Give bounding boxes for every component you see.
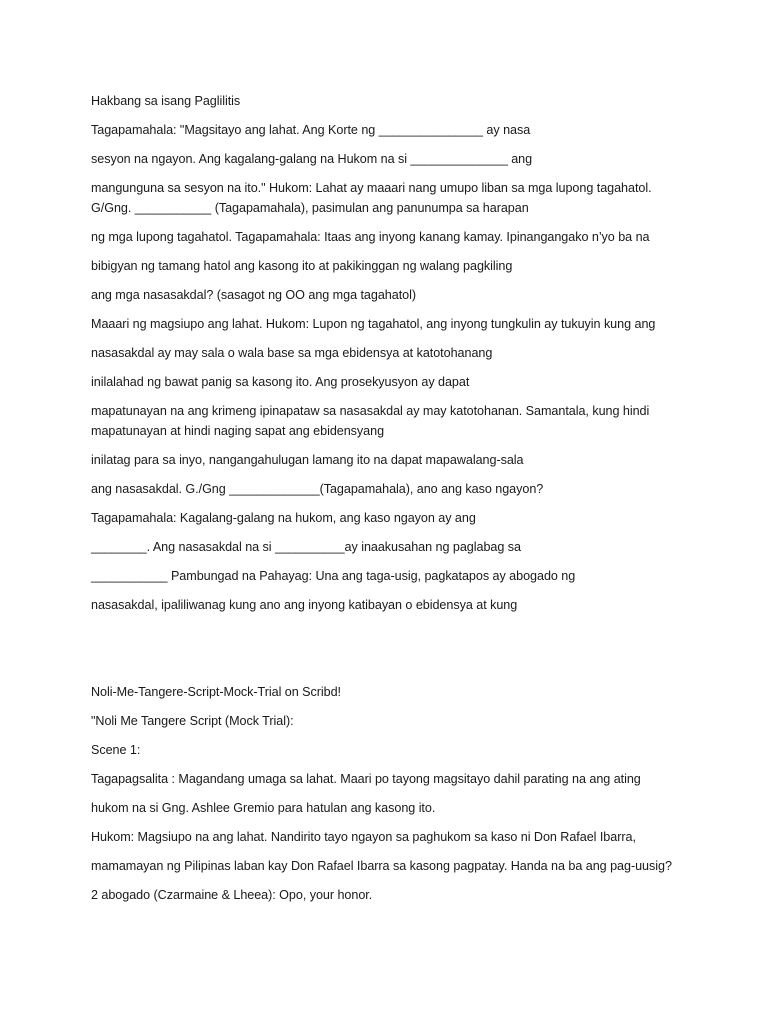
text-line: Tagapagsalita : Magandang umaga sa lahat. Maari po tayong magsitayo dahil parating na ang ating	[91, 772, 641, 786]
text-line: sesyon na ngayon. Ang kagalang-galang na Hukom na si ______________ ang	[91, 152, 533, 166]
text-line: inilatag para sa inyo, nangangahulugan lamang ito na dapat mapawalang-sala	[91, 453, 524, 467]
document-title: Hakbang sa isang Paglilitis	[91, 94, 241, 108]
text-line: inilalahad ng bawat panig sa kasong ito. Ang prosekyusyon ay dapat	[91, 375, 470, 389]
text-line: ng mga lupong tagahatol. Tagapamahala: Itaas ang inyong kanang kamay. Ipinangangako n’yo ba na	[91, 230, 650, 244]
script-title: "Noli Me Tangere Script (Mock Trial):	[91, 714, 294, 728]
text-line: ________. Ang nasasakdal na si __________ay inaakusahan ng paglabag sa	[91, 540, 521, 554]
text-line: nasasakdal, ipaliliwanag kung ano ang inyong katibayan o ebidensya at kung	[91, 598, 518, 612]
text-line: Maaari ng magsiupo ang lahat. Hukom: Lupon ng tagahatol, ang inyong tungkulin ay tukuyin kung ang	[91, 317, 656, 331]
text-line: Hukom: Magsiupo na ang lahat. Nandirito tayo ngayon sa paghukom sa kaso ni Don Rafael Ibarra,	[91, 830, 636, 844]
text-line: ang nasasakdal. G./Gng _____________(Tagapamahala), ano ang kaso ngayon?	[91, 482, 544, 496]
text-line: 2 abogado (Czarmaine & Lheea): Opo, your honor.	[91, 888, 373, 902]
text-line: mapatunayan at hindi naging sapat ang ebidensyang	[91, 424, 385, 438]
text-line: mamamayan ng Pilipinas laban kay Don Rafael Ibarra sa kasong pagpatay. Handa na ba ang pag-uusig?	[91, 859, 672, 873]
text-line: G/Gng. ___________ (Tagapamahala), pasimulan ang panunumpa sa harapan	[91, 201, 529, 215]
text-line: Tagapamahala: Kagalang-galang na hukom, ang kaso ngayon ay ang	[91, 511, 476, 525]
source-heading: Noli-Me-Tangere-Script-Mock-Trial on Scribd!	[91, 685, 341, 699]
scene-label: Scene 1:	[91, 743, 141, 757]
text-line: nasasakdal ay may sala o wala base sa mga ebidensya at katotohanang	[91, 346, 493, 360]
text-line: mapatunayan na ang krimeng ipinapataw sa nasasakdal ay may katotohanan. Samantala, kung hindi	[91, 404, 650, 418]
text-line: bibigyan ng tamang hatol ang kasong ito at pakikinggan ng walang pagkiling	[91, 259, 513, 273]
text-line: mangunguna sa sesyon na ito." Hukom: Lahat ay maaari nang umupo liban sa mga lupong tagahatol.	[91, 181, 652, 195]
text-line: Tagapamahala: "Magsitayo ang lahat. Ang Korte ng _______________ ay nasa	[91, 123, 531, 137]
text-line: hukom na si Gng. Ashlee Gremio para hatulan ang kasong ito.	[91, 801, 436, 815]
text-line: ___________ Pambungad na Pahayag: Una ang taga-usig, pagkatapos ay abogado ng	[91, 569, 576, 583]
text-line: ang mga nasasakdal? (sasagot ng OO ang mga tagahatol)	[91, 288, 416, 302]
